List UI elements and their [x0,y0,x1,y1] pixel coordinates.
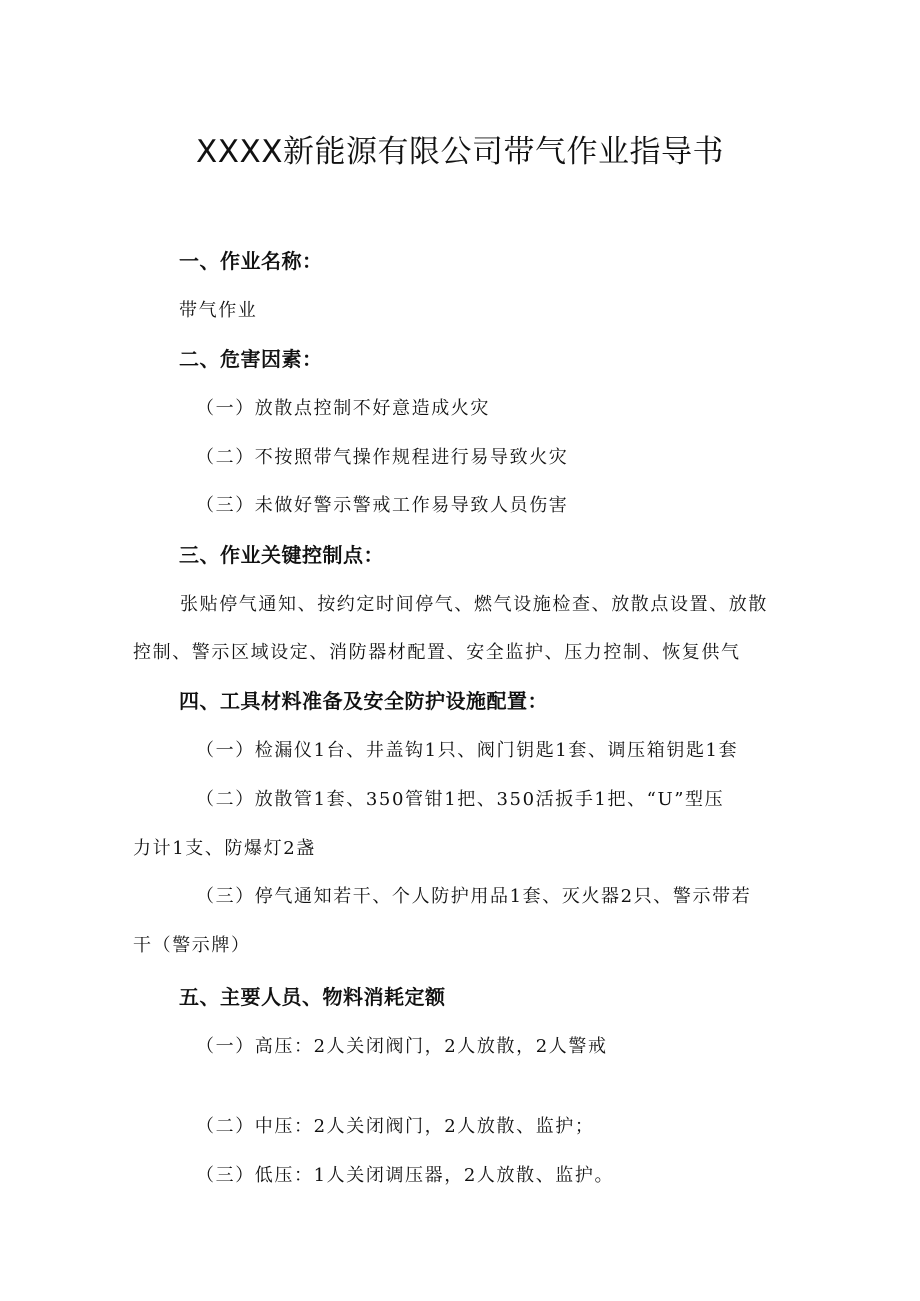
control-points-text: 张贴停气通知、按约定时间停气、燃气设施检查、放散点设置、放散 [180,594,768,615]
section-heading-personnel-materials: 五、主要人员、物料消耗定额 [179,985,446,1009]
personnel-item: （三）低压：1人关闭调压器，2人放散、监护。 [196,1165,615,1186]
section-heading-tools-materials: 四、工具材料准备及安全防护设施配置： [179,689,548,713]
control-points-text: 控制、警示区域设定、消防器材配置、安全监护、压力控制、恢复供气 [133,642,741,663]
tools-item: （二）放散管1套、350管钳1把、350活扳手1把、“U”型压 [196,789,725,810]
tools-item-continuation: 力计1支、防爆灯2盏 [133,838,316,859]
personnel-item: （二）中压：2人关闭阀门，2人放散、监护； [196,1116,595,1137]
tools-item-continuation: 干（警示牌） [133,935,251,956]
tools-item: （一）检漏仪1台、井盖钩1只、阀门钥匙1套、调压箱钥匙1套 [196,740,739,761]
section-text-line: 带气作业 [179,300,258,321]
hazard-item: （一）放散点控制不好意造成火灾 [196,398,490,419]
section-heading-hazards: 二、危害因素： [179,347,323,371]
document-title: XXXX新能源有限公司带气作业指导书 [196,134,724,170]
section-heading-control-points: 三、作业关键控制点： [179,543,384,567]
hazard-item: （二）不按照带气操作规程进行易导致火灾 [196,447,569,468]
hazard-item: （三）未做好警示警戒工作易导致人员伤害 [196,495,569,516]
section-heading-work-name: 一、作业名称： [179,249,323,273]
tools-item: （三）停气通知若干、个人防护用品1套、灭火器2只、警示带若 [196,886,752,907]
personnel-item: （一）高压：2人关闭阀门，2人放散，2人警戒 [196,1036,608,1057]
